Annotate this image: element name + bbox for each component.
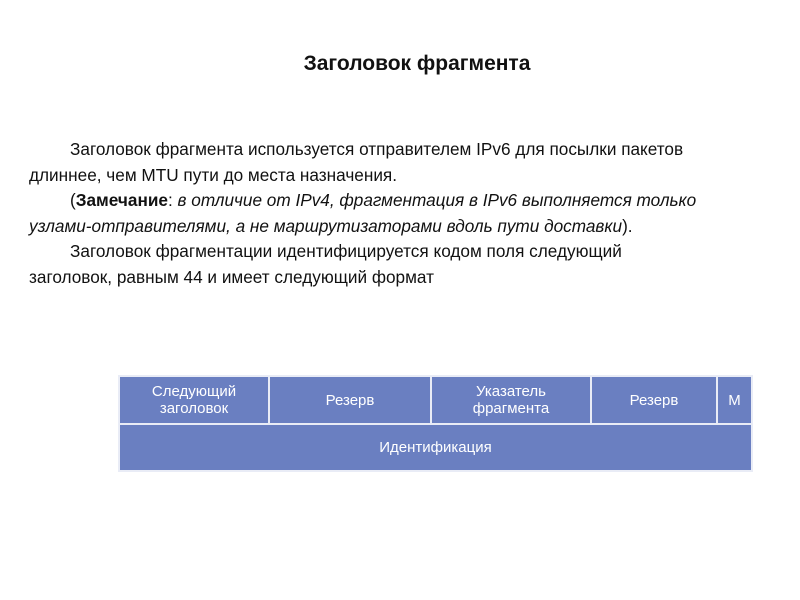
body-text — [29, 137, 709, 290]
slide-title: Заголовок фрагмента — [303, 52, 531, 75]
field-fragment-offset: Указатель фрагмента — [431, 376, 591, 424]
paragraph-mtu — [29, 137, 709, 188]
paragraph-mtu-text: Заголовок фрагмента используется отправителем IPv6 для посылки пакетов длиннее, чем MTU пути до места назначения. — [29, 139, 684, 185]
field-next-header: Следующий заголовок — [119, 376, 269, 424]
fragment-header-format-table — [118, 375, 753, 472]
table-row — [119, 424, 752, 471]
note-text: в отличие от IPv4, фрагментация в IPv6 выполняется только узлами-отправителями, а не маршрутизаторами вдоль пути доставки — [29, 190, 697, 236]
field-identification: Идентификация — [119, 424, 752, 471]
field-reserved-2: Резерв — [591, 376, 717, 424]
paragraph-format — [29, 239, 709, 290]
note-label: Замечание — [75, 190, 168, 210]
note-open-paren: ( — [70, 190, 76, 210]
note-close-paren: ). — [622, 215, 633, 236]
field-m-flag: M — [717, 376, 752, 424]
paragraph-note — [29, 188, 709, 239]
field-reserved-1: Резерв — [269, 376, 431, 424]
paragraph-format-text: Заголовок фрагментации идентифицируется кодом поля следующий заголовок, равным 44 и имеет следующий формат — [29, 241, 622, 287]
note-colon: : — [167, 190, 178, 210]
table-row — [119, 376, 752, 424]
